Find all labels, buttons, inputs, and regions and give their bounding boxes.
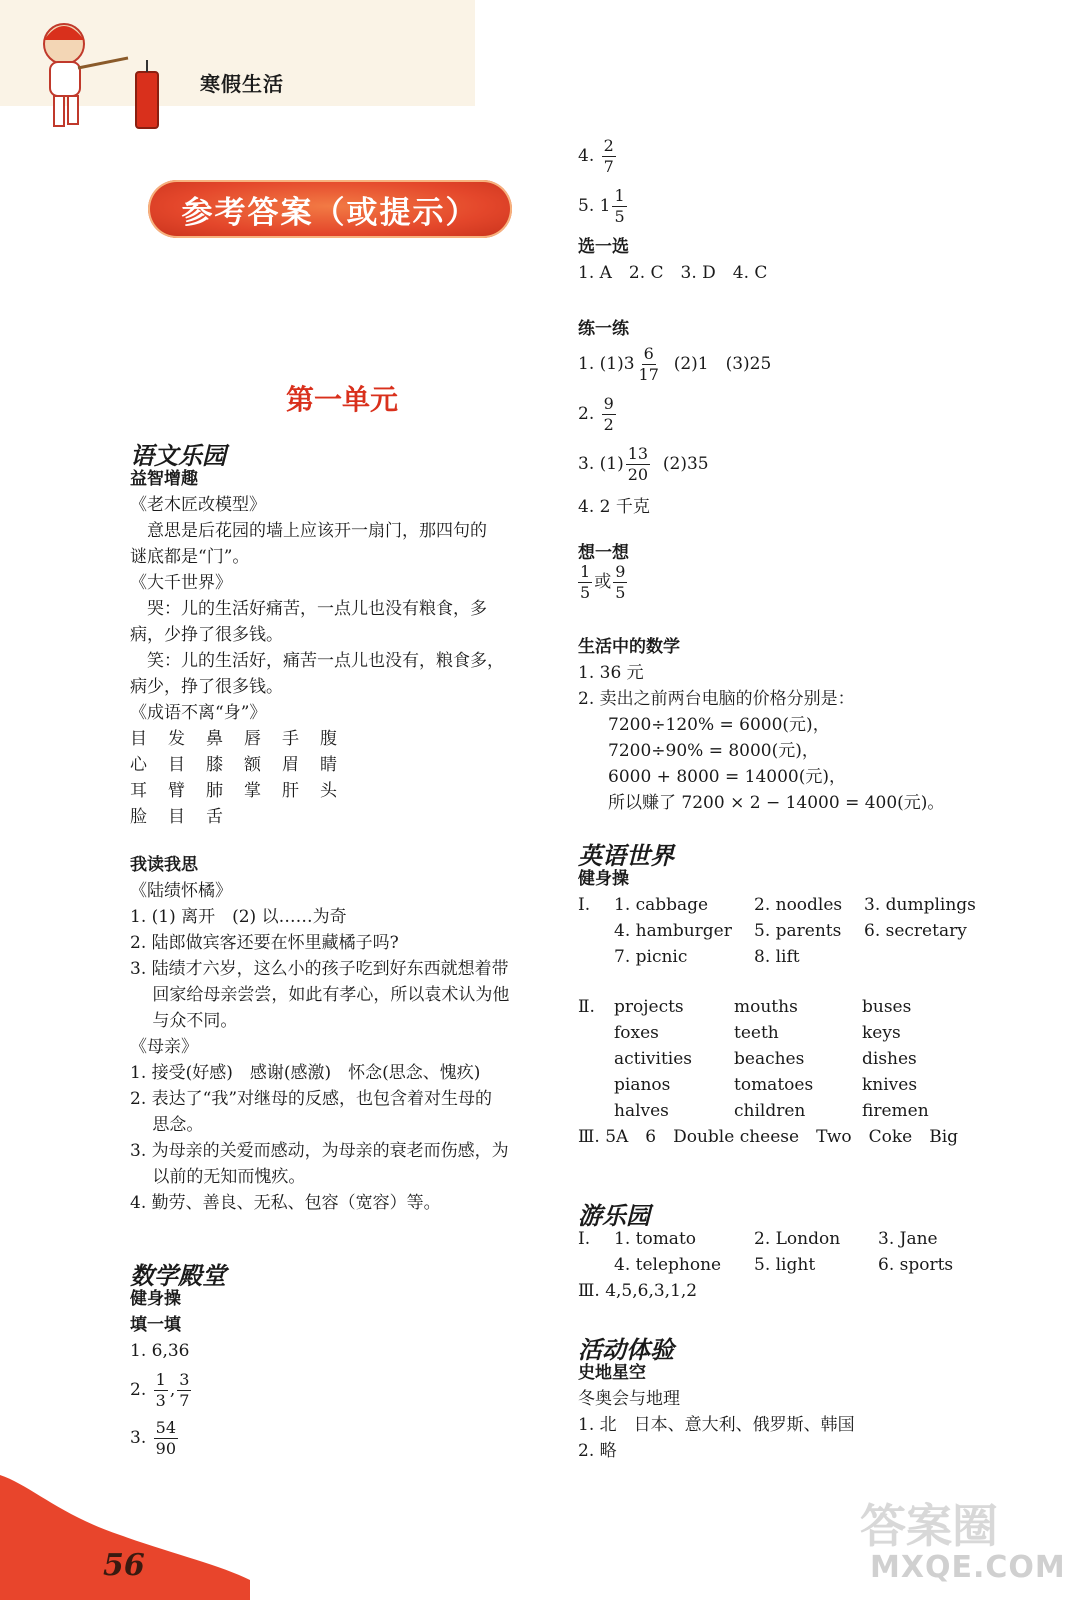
idiom-grid-row: 目 发 鼻 唇 手 腹: [130, 729, 337, 749]
text-line: 1. A 2. C 3. D 4. C: [578, 263, 768, 283]
sub-heading: 生活中的数学: [578, 637, 680, 657]
sub-heading: 填一填: [130, 1315, 181, 1335]
section-title-activity: 活动体验: [578, 1336, 674, 1364]
text-line: 意思是后花园的墙上应该开一扇门，那四句的: [130, 521, 487, 541]
idiom-grid-row: 耳 臂 肺 掌 肝 头: [130, 781, 337, 801]
sub-heading: 益智增趣: [130, 469, 198, 489]
text-line: 思念。: [130, 1115, 204, 1135]
text-line: 所以赚了 7200 × 2 − 14000 = 400(元)。: [608, 793, 945, 813]
sub-heading: 健身操: [578, 869, 629, 889]
english-row: activities beaches dishes: [614, 1049, 917, 1069]
watermark-logo: 答案圈: [860, 1499, 998, 1553]
math-block: [130, 1286, 189, 1364]
think-answer: $\frac{1}{5}$ 或 $\frac{9}{5}$: [580, 562, 626, 602]
text-line: 3. 陆绩才六岁，这么小的孩子吃到好东西就想着带: [130, 959, 509, 979]
story-title: 《陆绩怀橘》: [130, 881, 232, 901]
math-item-2: 2. $\frac{1}{3}$ , $\frac{3}{7}$: [130, 1370, 190, 1410]
fraction: $\frac{13}{20}$: [627, 444, 649, 484]
idiom-grid-row: 心 目 膝 额 眉 睛: [130, 755, 337, 775]
text-line: 2. 表达了“我”对继母的反感，也包含着对生母的: [130, 1089, 493, 1109]
fraction: $\frac{2}{7}$: [603, 136, 614, 176]
fraction: $\frac{9}{5}$: [615, 562, 626, 602]
sub-heading: 史地星空: [578, 1363, 646, 1383]
story-title: 《老木匠改模型》: [130, 495, 266, 515]
sub-heading: 健身操: [130, 1289, 181, 1309]
english-row: Ⅰ. 1. cabbage 2. noodles 3. dumplings: [578, 895, 976, 915]
fraction: $\frac{1}{5}$: [580, 562, 591, 602]
text-line: 笑：儿的生活好，痛苦一点儿也没有，粮食多，: [130, 651, 504, 671]
english-block: [578, 866, 976, 1150]
english-row: 7. picnic 8. lift: [614, 947, 800, 967]
text-line: 3. 为母亲的关爱而感动，为母亲的衰老而伤感，为: [130, 1141, 509, 1161]
text-line: 与众不同。: [130, 1011, 238, 1031]
mascot-illustration: [32, 14, 162, 134]
unit-title: 第一单元: [286, 383, 399, 416]
text-line: Ⅲ. 5A 6 Double cheese Two Coke Big: [578, 1127, 959, 1147]
text-line: 6000 + 8000 = 14000(元)，: [608, 767, 846, 787]
story-title: 《成语不离“身”》: [130, 703, 267, 723]
park-block: [578, 1226, 953, 1304]
life-math-block: [578, 634, 944, 816]
sub-heading: 我读我思: [130, 855, 198, 875]
chinese-block: [130, 466, 509, 1216]
text-line: 回家给母亲尝尝，如此有孝心，所以袁术认为他: [130, 985, 510, 1005]
math-item-3: 3. $\frac{54}{90}$: [130, 1418, 176, 1458]
practice-item-4: 4. 2 千克: [578, 497, 650, 517]
text-line: 病少，挣了很多钱。: [130, 677, 283, 697]
sub-heading: 练一练: [578, 319, 629, 339]
header-title: 寒假生活: [200, 72, 284, 96]
math-item-4: 4. $\frac{2}{7}$: [578, 136, 614, 176]
choose-block: [578, 234, 767, 286]
fraction: $\frac{6}{17}$: [638, 344, 659, 384]
answer-banner: 参考答案（或提示）: [148, 180, 512, 238]
page-number: 56: [103, 1548, 145, 1583]
fraction: $\frac{1}{5}$: [614, 186, 625, 226]
watermark-url: MXQE.COM: [870, 1550, 1066, 1585]
text-line: 7200÷90% = 8000(元)，: [608, 741, 819, 761]
text-line: 1. 接受(好感) 感谢(感激) 怀念(思念、愧疚): [130, 1063, 481, 1083]
text-line: 2. 陆郎做宾客还要在怀里藏橘子吗?: [130, 933, 399, 953]
english-row: pianos tomatoes knives: [614, 1075, 918, 1095]
text-line: Ⅲ. 4,5,6,3,1,2: [578, 1281, 698, 1301]
english-row: Ⅱ. projects mouths buses: [578, 997, 912, 1017]
fraction: $\frac{1}{3}$: [155, 1370, 166, 1410]
section-title-english: 英语世界: [578, 842, 674, 870]
practice-item-3: 3. (1) $\frac{13}{20}$ (2)35: [578, 444, 709, 484]
activity-block: [578, 1360, 855, 1464]
practice-item-2: 2. $\frac{9}{2}$: [578, 394, 614, 434]
fraction: $\frac{9}{2}$: [603, 394, 614, 434]
section-title-math: 数学殿堂: [130, 1262, 226, 1290]
sub-heading: 选一选: [578, 237, 629, 257]
text-line: 2. 卖出之前两台电脑的价格分别是：: [578, 689, 855, 709]
text-line: 1. (1) 离开 (2) 以……为奇: [130, 907, 347, 927]
text-line: 1. 北 日本、意大利、俄罗斯、韩国: [578, 1415, 855, 1435]
text-line: 病，少挣了很多钱。: [130, 625, 283, 645]
text-line: 7200÷120% = 6000(元)，: [608, 715, 830, 735]
english-row: 4. telephone 5. light 6. sports: [614, 1255, 954, 1275]
english-row: foxes teeth keys: [614, 1023, 901, 1043]
story-title: 《大千世界》: [130, 573, 232, 593]
practice-item-1: 1. (1)3 $\frac{6}{17}$ (2)1 (3)25: [578, 344, 772, 384]
english-row: halves children firemen: [614, 1101, 929, 1121]
english-row: Ⅰ. 1. tomato 2. London 3. Jane: [578, 1229, 938, 1249]
fraction: $\frac{54}{90}$: [155, 1418, 176, 1458]
idiom-grid-row: 脸 目 舌: [130, 807, 223, 827]
section-title-chinese: 语文乐园: [130, 442, 226, 470]
sub-heading: 想一想: [578, 543, 629, 563]
text-line: 冬奥会与地理: [578, 1389, 680, 1409]
text-line: 哭：儿的生活好痛苦，一点儿也没有粮食，多: [130, 599, 487, 619]
section-title-park: 游乐园: [578, 1202, 650, 1230]
fraction: $\frac{3}{7}$: [179, 1370, 190, 1410]
math-item-5: 5. 1 $\frac{1}{5}$: [578, 186, 625, 226]
text-line: 1. 36 元: [578, 663, 644, 683]
text-line: 谜底都是“门”。: [130, 547, 250, 567]
text-line: 2. 略: [578, 1441, 617, 1461]
text-line: 1. 6,36: [130, 1341, 190, 1361]
text-line: 4. 勤劳、善良、无私、包容（宽容）等。: [130, 1193, 441, 1213]
story-title: 《母亲》: [130, 1037, 198, 1057]
english-row: 4. hamburger 5. parents 6. secretary: [614, 921, 967, 941]
text-line: 以前的无知而愧疚。: [130, 1167, 306, 1187]
